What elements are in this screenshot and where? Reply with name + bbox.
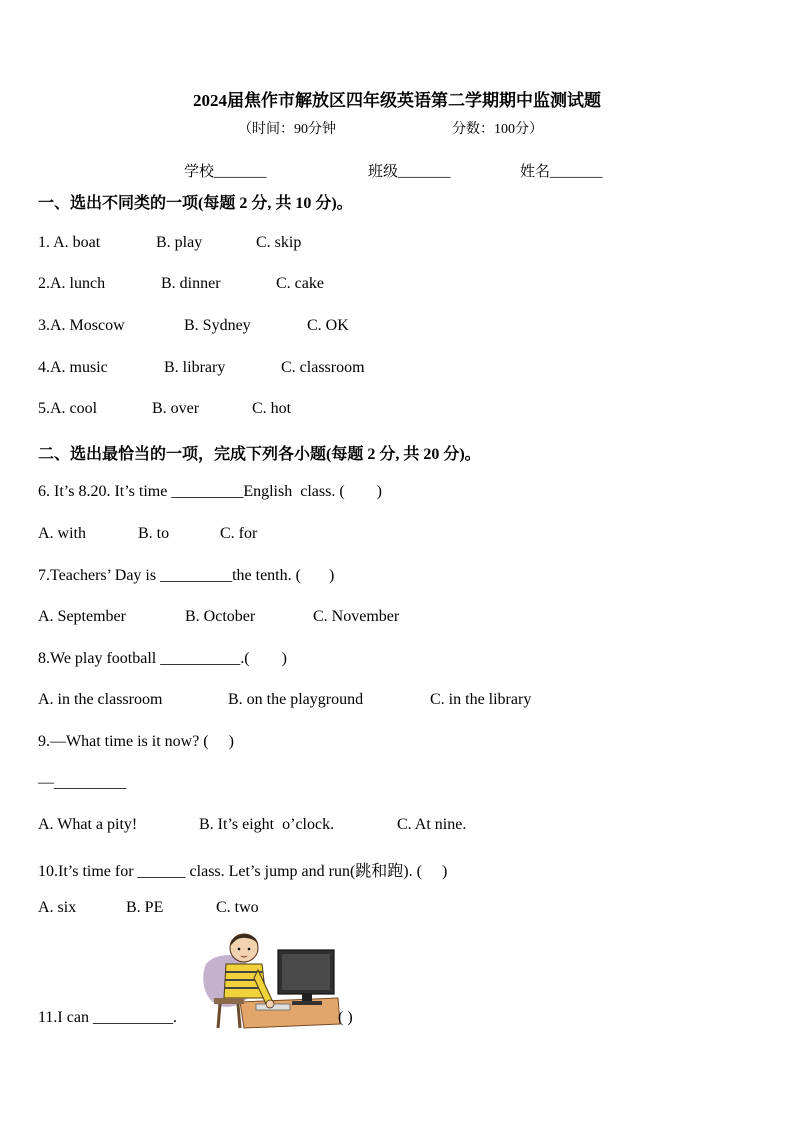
q5-option-a: 5.A. cool <box>38 400 98 417</box>
q11-answer-paren: ( ) <box>338 1009 353 1026</box>
q5-option-b: B. over <box>152 400 200 417</box>
page-title: 2024届焦作市解放区四年级英语第二学期期中监测试题 <box>193 91 601 110</box>
name-field[interactable]: 姓名_______ <box>520 164 603 180</box>
q9-option-b: B. It’s eight o’clock. <box>199 816 335 833</box>
q3-option-c: C. OK <box>307 317 349 334</box>
q9-option-a: A. What a pity! <box>38 816 138 833</box>
q4-option-c: C. classroom <box>281 359 365 376</box>
section-heading-2: 二、选出最恰当的一项，完成下列各小题(每题 2 分, 共 20 分)。 <box>38 446 481 463</box>
q10-stem: 10.It’s time for ______ class. Let’s jump and run(跳和跑). ( ) <box>38 863 448 880</box>
q8-option-b: B. on the playground <box>228 691 364 708</box>
section-heading-1: 一、选出不同类的一项(每题 2 分, 共 10 分)。 <box>38 195 353 212</box>
q11-stem: 11.I can __________. <box>38 1009 177 1026</box>
q9-answer-blank: —_________ <box>38 774 126 791</box>
q2-option-a: 2.A. lunch <box>38 275 106 292</box>
q8-stem: 8.We play football __________.( ) <box>38 650 287 667</box>
exam-time: （时间：90分钟 <box>238 122 336 137</box>
q1-option-c: C. skip <box>256 234 302 251</box>
q8-option-c: C. in the library <box>430 691 532 708</box>
q6-option-c: C. for <box>220 525 258 542</box>
q6-option-b: B. to <box>138 525 170 542</box>
q1-option-a: 1. A. boat <box>38 234 101 251</box>
q7-option-b: B. October <box>185 608 256 625</box>
school-field[interactable]: 学校_______ <box>184 164 267 180</box>
exam-score: 分数：100分） <box>452 122 543 137</box>
q10-option-b: B. PE <box>126 899 164 916</box>
q9-stem: 9.—What time is it now? ( ) <box>38 733 234 750</box>
q5-option-c: C. hot <box>252 400 292 417</box>
q2-option-b: B. dinner <box>161 275 221 292</box>
q6-option-a: A. with <box>38 525 86 542</box>
q1-option-b: B. play <box>156 234 203 251</box>
q10-option-a: A. six <box>38 899 77 916</box>
q7-stem: 7.Teachers’ Day is _________the tenth. ( ) <box>38 567 335 584</box>
q6-stem: 6. It’s 8.20. It’s time _________English class. ( ) <box>38 483 382 500</box>
q4-option-a: 4.A. music <box>38 359 108 376</box>
boy-computer-illustration <box>196 928 342 1034</box>
q10-option-c: C. two <box>216 899 259 916</box>
q2-option-c: C. cake <box>276 275 324 292</box>
q3-option-b: B. Sydney <box>184 317 251 334</box>
q8-option-a: A. in the classroom <box>38 691 163 708</box>
q9-option-c: C. At nine. <box>397 816 467 833</box>
q3-option-a: 3.A. Moscow <box>38 317 125 334</box>
q4-option-b: B. library <box>164 359 226 376</box>
q7-option-c: C. November <box>313 608 400 625</box>
class-field[interactable]: 班级_______ <box>368 164 451 180</box>
q7-option-a: A. September <box>38 608 126 625</box>
